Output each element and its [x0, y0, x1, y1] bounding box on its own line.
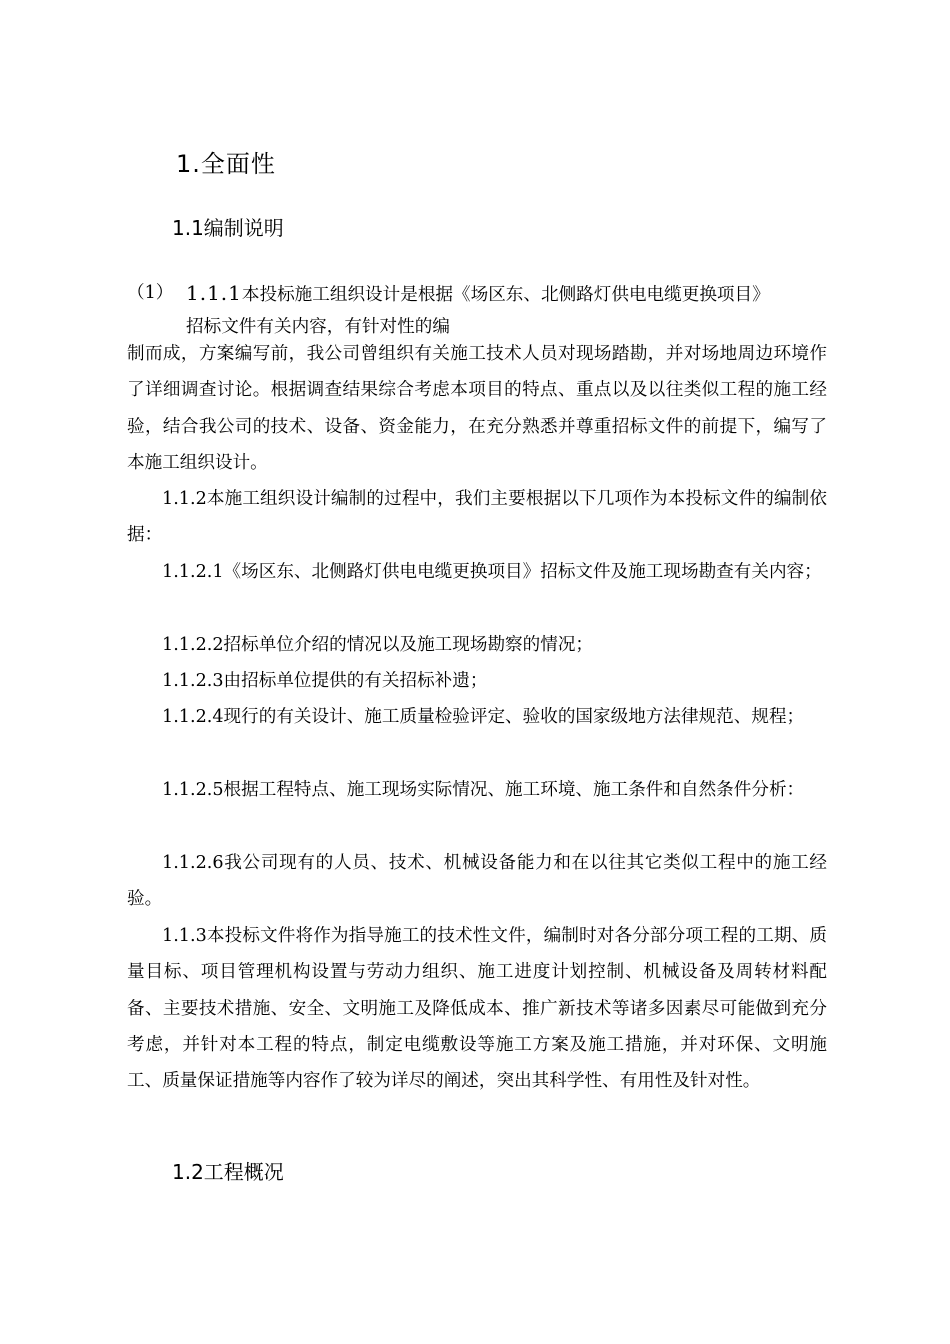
item-1-1-1-number: 1.1.1 [186, 281, 242, 305]
section-heading-1-1: 1.1编制说明 [172, 216, 284, 240]
section-heading-1-2: 1.2工程概况 [172, 1160, 284, 1184]
paragraph-1-1-3: 1.1.3本投标文件将作为指导施工的技术性文件，编制时对各分部分项工程的工期、质量目标、项目管理机构设置与劳动力组织、施工进度计划控制、机械设备及周转材料配备、主要技术措施、安全、文明施工及降低成本、推广新技术等诸多因素尽可能做到充分考虑，并针对本工程的特点，制定电缆敷设等施工方案及施工措施，并对环保、文明施工、质量保证措施等内容作了较为详尽的阐述，突出其科学性、有用性及针对性。 [127, 926, 827, 1092]
paragraph-1-1-2-1: 1.1.2.1《场区东、北侧路灯供电电缆更换项目》招标文件及施工现场勘查有关内容； [162, 562, 822, 582]
paragraph-1-1-2-5: 1.1.2.5根据工程特点、施工现场实际情况、施工环境、施工条件和自然条件分析： [162, 780, 805, 800]
paragraph-1-1-2-4: 1.1.2.4现行的有关设计、施工质量检验评定、验收的国家级地方法律规范、规程； [162, 707, 805, 727]
document-title: 1.全面性 [176, 150, 276, 178]
item-1-1-1-line1 [186, 280, 770, 308]
item-1-1-1-text: 本投标施工组织设计是根据《场区东、北侧路灯供电电缆更换项目》 [241, 285, 770, 305]
list-marker: （1） [127, 283, 174, 303]
paragraph-1-1-2-6: 1.1.2.6我公司现有的人员、技术、机械设备能力和在以往其它类似工程中的施工经验。 [127, 853, 827, 910]
item-1-1-1-continuation: 制而成，方案编写前，我公司曾组织有关施工技术人员对现场踏勘，并对场地周边环境作了详细调查讨论。根据调查结果综合考虑本项目的特点、重点以及以往类似工程的施工经验，结合我公司的技术、设备、资金能力，在充分熟悉并尊重招标文件的前提下，编写了本施工组织设计。 [127, 344, 827, 473]
item-1-1-1-line2: 招标文件有关内容，有针对性的编 [186, 317, 450, 337]
paragraph-1-1-2-2: 1.1.2.2招标单位介绍的情况以及施工现场勘察的情况； [162, 635, 594, 655]
paragraph-1-1-2-3: 1.1.2.3由招标单位提供的有关招标补遗； [162, 671, 488, 691]
paragraph-1-1-2: 1.1.2本施工组织设计编制的过程中，我们主要根据以下几项作为本投标文件的编制依据： [127, 489, 827, 546]
